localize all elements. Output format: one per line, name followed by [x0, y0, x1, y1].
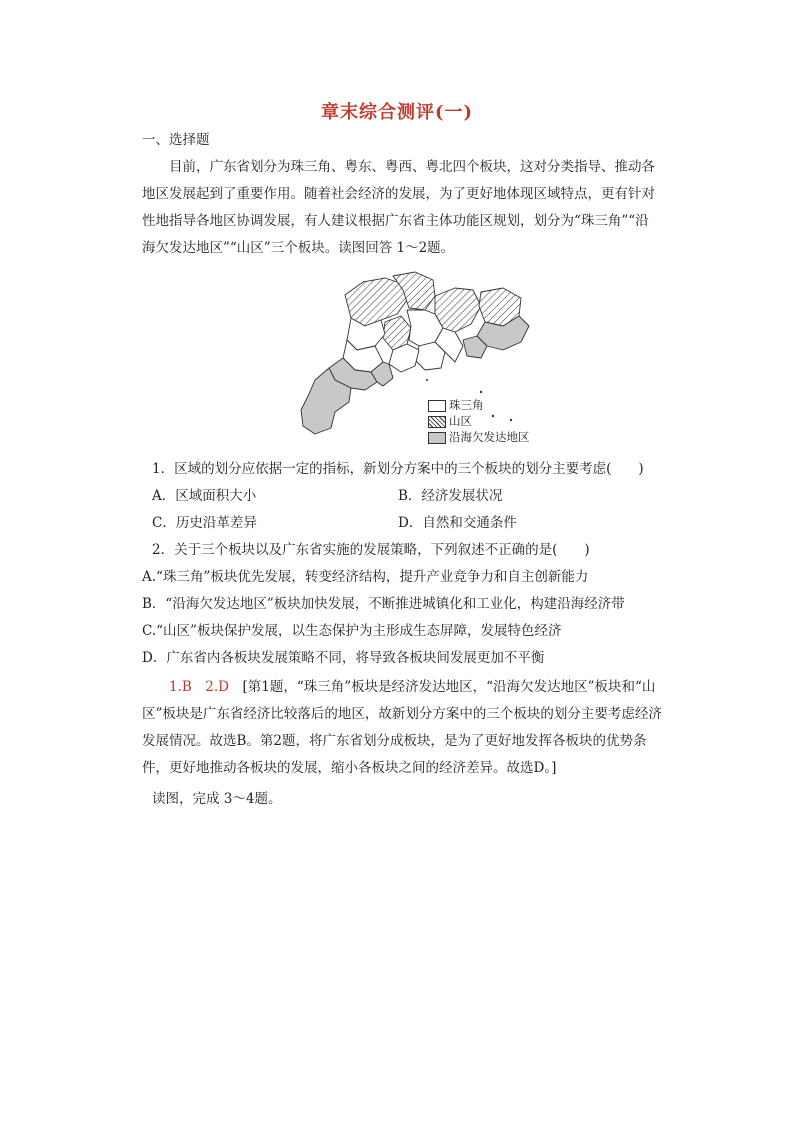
question-2-option-c: C.“山区”板块保护发展，以生态保护为主形成生态屏障，发展特色经济 [142, 623, 562, 639]
legend-label-mountain: 山区 [449, 414, 472, 428]
map-island [426, 379, 428, 381]
question-2-option-a: A.“珠三角”板块优先发展，转变经济结构，提升产业竞争力和自主创新能力 [142, 569, 589, 585]
question-2-option-b: B．“沿海欠发达地区”板块加快发展，不断推进城镇化和工业化，构建沿海经济带 [142, 596, 625, 612]
question-2-stem: 2．关于三个板块以及广东省实施的发展策略，下列叙述不正确的是( ) [152, 542, 590, 558]
page-title: 章末综合测评(一) [320, 102, 474, 123]
map-island [480, 391, 482, 393]
next-prompt: 读图，完成 3～4题。 [152, 791, 282, 807]
question-1-option-c: C．历史沿革差异 [152, 515, 257, 531]
intro-paragraph: 目前，广东省划分为珠三角、粤东、粤西、粤北四个板块，这对分类指导、推动各地区发展起到了重要作用。随着社会经济的发展，为了更好地体现区域特点，更有针对性地指导各地区协调发展，有人建议根据广东省主体功能区规划，划分为“珠三角”“沿海欠发达地区”“山区”三个板块。读图回答 1～2题。 [142, 159, 655, 256]
answer-key: 1.B 2.D [169, 679, 230, 695]
legend-label-coastal: 沿海欠发达地区 [449, 430, 530, 444]
legend-swatch-delta [428, 400, 446, 412]
map-island [492, 415, 494, 417]
legend-swatch-coastal [428, 432, 446, 444]
question-2-option-d: D．广东省内各板块发展策略不同，将导致各板块间发展更加不平衡 [142, 650, 545, 666]
question-1-stem: 1．区域的划分应依据一定的指标，新划分方案中的三个板块的划分主要考虑( ) [152, 461, 644, 477]
question-1-option-a: A．区域面积大小 [152, 488, 257, 504]
question-1-option-b: B．经济发展状况 [398, 488, 503, 504]
answer-paragraph [142, 674, 662, 782]
answer-explanation: [第1题，“珠三角”板块是经济发达地区，“沿海欠发达地区”板块和“山区”板块是广东省经济比较落后的地区，故新划分方案中的三个板块的划分主要考虑经济发展情况。故选B。第2题，将广东省划分成板块，是为了更好地发挥各板块的优势条件，更好地推动各板块的发展，缩小各板块之间的经济差异。故选D。] [142, 679, 662, 776]
map-island [510, 419, 512, 421]
legend-swatch-mountain [428, 416, 446, 428]
section-heading: 一、选择题 [142, 132, 210, 148]
guangdong-map [285, 270, 545, 452]
legend-label-delta: 珠三角 [449, 398, 484, 412]
question-1-option-d: D．自然和交通条件 [398, 515, 517, 531]
